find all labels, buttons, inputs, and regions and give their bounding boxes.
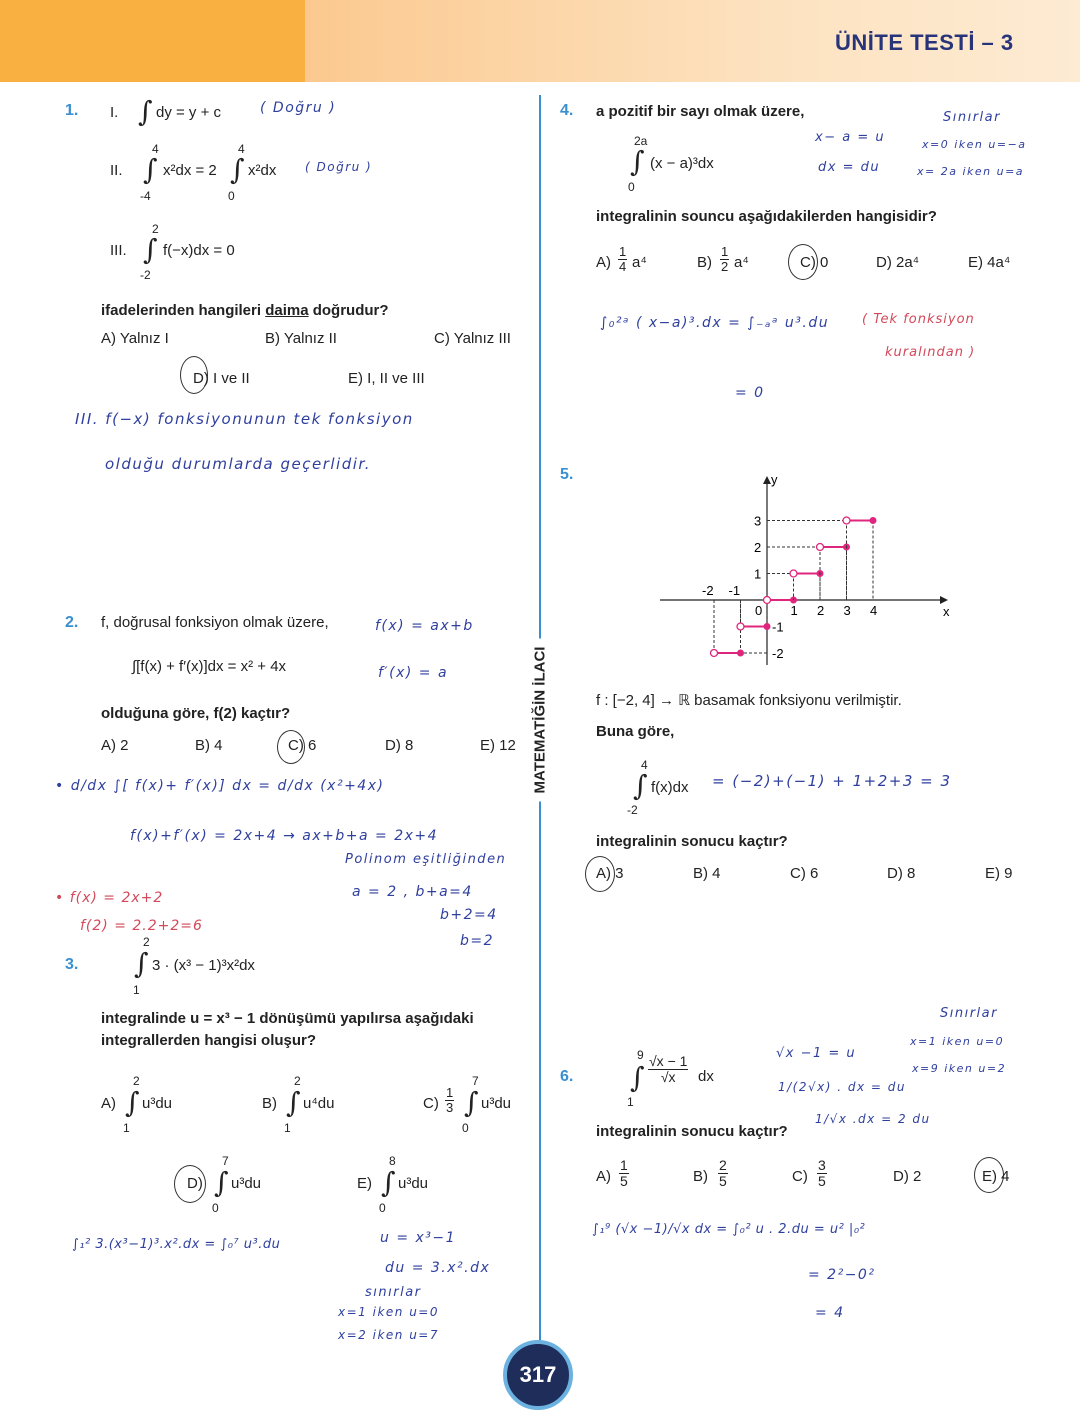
upper-limit: 4	[238, 142, 245, 156]
lower-limit: -4	[140, 189, 151, 203]
handwritten-note: III. f(−x) fonksiyonunun tek fonksiyon	[75, 410, 414, 428]
lower-limit: -2	[627, 803, 638, 817]
handwritten-note: = 0	[735, 385, 765, 401]
option-c[interactable]: C) Yalnız III	[434, 330, 511, 347]
y-tick-label: -1	[772, 619, 784, 635]
handwritten-note: x=2 iken u=7	[338, 1328, 439, 1342]
fraction	[619, 1158, 629, 1190]
question-number: 4.	[560, 102, 574, 119]
numerator: 2	[719, 1157, 727, 1173]
option-label: D)	[187, 1175, 203, 1192]
denominator: 2	[721, 259, 729, 275]
expression: f(−x)dx = 0	[163, 242, 235, 259]
integral-sign: ∫	[286, 1086, 301, 1119]
option-expression: 2	[913, 1168, 922, 1185]
option-label: C)	[800, 254, 816, 271]
handwritten-note: x=0 iken u=−a	[922, 138, 1027, 151]
option-b[interactable]: B) 4	[195, 737, 223, 754]
option-b[interactable]: B) 4	[693, 865, 721, 882]
question-number: 6.	[560, 1068, 574, 1085]
option-d[interactable]	[893, 1168, 921, 1185]
y-tick-label: 1	[754, 566, 762, 582]
option-label: E)	[357, 1175, 372, 1192]
y-tick-label: -2	[772, 646, 784, 661]
lower-limit: -2	[140, 268, 151, 282]
open-endpoint	[790, 570, 797, 577]
option-expression: a⁴	[734, 254, 749, 271]
upper-limit: 2	[294, 1074, 301, 1088]
option-label: E)	[968, 254, 983, 271]
question-stem: a pozitif bir sayı olmak üzere,	[596, 103, 805, 120]
upper-limit: 2a	[634, 134, 648, 148]
fraction	[817, 1158, 827, 1190]
closed-endpoint	[870, 517, 877, 524]
option-label: A)	[596, 254, 611, 271]
upper-limit: 4	[641, 758, 648, 772]
handwritten-note: Sınırlar	[940, 1006, 998, 1021]
handwritten-note: x= 2a iken u=a	[917, 165, 1025, 178]
integral-sign: ∫	[125, 1086, 140, 1119]
x-tick-label: 1	[790, 603, 798, 618]
question-stem: integrallerden hangisi oluşur?	[101, 1032, 317, 1049]
option-d[interactable]: D) I ve II	[193, 370, 250, 387]
integral-sign: ∫	[630, 1061, 645, 1094]
page-title: ÜNİTE TESTİ – 3	[835, 30, 1014, 55]
question-number: 1.	[65, 102, 79, 119]
option-expression: 2a⁴	[896, 254, 920, 271]
y-axis-arrow	[763, 476, 771, 484]
item-label: I.	[110, 104, 119, 121]
expression: (x − a)³dx	[650, 155, 714, 172]
option-c[interactable]: C) 6	[790, 865, 819, 882]
option-expression: u³du	[142, 1095, 173, 1112]
open-endpoint	[843, 517, 850, 524]
question-stem	[101, 302, 389, 319]
option-label: D)	[893, 1168, 909, 1185]
fraction	[718, 1158, 728, 1190]
handwritten-note: 1/(2√x) . dx = du	[778, 1080, 906, 1094]
page-number: 317	[503, 1340, 573, 1410]
option-label: C)	[792, 1168, 808, 1185]
handwritten-note: x− a = u	[815, 130, 886, 145]
handwritten-note: f′(x) = a	[378, 665, 449, 681]
integral-sign: ∫	[630, 145, 645, 178]
upper-limit: 2	[133, 1074, 140, 1088]
integral-sign: ∫	[143, 153, 158, 186]
lower-limit: 0	[228, 189, 235, 203]
option-e[interactable]	[982, 1168, 1010, 1185]
lower-limit: 1	[284, 1121, 291, 1135]
upper-limit: 4	[152, 142, 159, 156]
denominator: √x	[660, 1069, 676, 1086]
option-label: A)	[596, 1168, 611, 1185]
expression: f(x)dx	[651, 779, 689, 796]
handwritten-note: • f(x) = 2x+2	[55, 890, 164, 906]
x-tick-label: 2	[817, 603, 825, 618]
upper-limit: 7	[222, 1154, 229, 1168]
x-axis-arrow	[940, 596, 948, 604]
y-tick-label: 2	[754, 540, 762, 555]
lower-limit: 1	[627, 1095, 634, 1109]
option-expression: 0	[820, 254, 829, 271]
closed-endpoint	[764, 623, 771, 630]
open-endpoint	[711, 650, 718, 657]
option-e[interactable]: E) I, II ve III	[348, 370, 425, 387]
stem-text: ifadelerinden hangileri	[101, 302, 266, 319]
option-label: B)	[262, 1095, 277, 1112]
integral-sign: ∫	[214, 1166, 229, 1199]
handwritten-note: 1/√x .dx = 2 du	[815, 1112, 931, 1126]
handwritten-note: du = 3.x².dx	[385, 1260, 491, 1276]
handwritten-note: ∫₀²ᵃ ( x−a)³.dx = ∫₋ₐᵃ u³.du	[600, 315, 830, 331]
numerator: 1	[619, 244, 627, 259]
stem-underlined: daima	[265, 302, 309, 319]
option-b[interactable]: B) Yalnız II	[265, 330, 337, 347]
handwritten-note: u = x³−1	[380, 1230, 457, 1246]
fraction	[618, 245, 627, 275]
option-a[interactable]: A) Yalnız I	[101, 330, 169, 347]
upper-limit: 2	[143, 935, 150, 949]
question-stem: Buna göre,	[596, 723, 675, 740]
numerator: 1	[446, 1085, 454, 1100]
question-number: 3.	[65, 956, 79, 973]
fraction	[720, 245, 729, 275]
option-expression: 4a⁴	[987, 254, 1011, 271]
side-brand-text: MATEMATİĞİN İLACI	[528, 639, 553, 802]
question-number: 2.	[65, 614, 79, 631]
handwritten-note: f(x) = ax+b	[375, 618, 474, 634]
handwritten-note: kuralından )	[885, 345, 976, 360]
open-endpoint	[764, 597, 771, 604]
question-stem: f, doğrusal fonksiyon olmak üzere,	[101, 614, 329, 631]
option-a[interactable]: A) 2	[101, 737, 129, 754]
item-label: III.	[110, 242, 127, 259]
lower-limit: 1	[133, 983, 140, 997]
option-expression: u³du	[231, 1175, 262, 1192]
handwritten-note: • d/dx ∫[ f(x)+ f′(x)] dx = d/dx (x²+4x)	[55, 778, 385, 794]
handwritten-note: sınırlar	[365, 1285, 422, 1300]
header-orange-block	[0, 0, 305, 82]
handwritten-note: dx = du	[818, 160, 881, 175]
denominator: 5	[620, 1173, 628, 1190]
handwritten-note: ( Doğru )	[305, 160, 373, 174]
option-label: B)	[693, 1168, 708, 1185]
question-stem: integralinin sonucu kaçtır?	[596, 833, 788, 850]
x-tick-label: -1	[728, 583, 741, 598]
handwritten-note: ∫₁⁹ (√x −1)/√x dx = ∫₀² u . 2.du = u² |₀²	[592, 1222, 866, 1237]
option-c[interactable]: C) 6	[288, 737, 317, 754]
question-stem: olduğuna göre, f(2) kaçtır?	[101, 705, 291, 722]
option-e[interactable]: E) 9	[985, 865, 1013, 882]
expression: 3 · (x³ − 1)³x²dx	[152, 957, 255, 974]
denominator: 5	[818, 1173, 826, 1190]
expression: x²dx	[248, 162, 277, 179]
lower-limit: 0	[379, 1201, 386, 1215]
question-stem: integralinin souncu aşağıdakilerden hangisidir?	[596, 208, 937, 225]
handwritten-note: olduğu durumlarda geçerlidir.	[105, 455, 371, 473]
handwritten-note: b+2=4	[440, 907, 498, 923]
option-label: E)	[982, 1168, 997, 1185]
denominator: 3	[446, 1100, 454, 1116]
option-expression: u⁴du	[303, 1095, 335, 1112]
option-expression: u³du	[398, 1175, 429, 1192]
expression: dy = y + c	[156, 104, 222, 121]
handwritten-note: f(2) = 2.2+2=6	[80, 918, 203, 934]
integral-sign: ∫	[633, 769, 648, 802]
numerator: 1	[721, 244, 729, 259]
handwritten-note: Polinom eşitliğinden	[345, 852, 507, 867]
handwritten-note: b=2	[460, 933, 495, 949]
numerator: 1	[620, 1157, 628, 1173]
integral-sign: ∫	[143, 233, 158, 266]
option-d[interactable]: D) 8	[385, 737, 414, 754]
dx: dx	[698, 1068, 714, 1085]
option-expression: 4	[1001, 1168, 1010, 1185]
y-tick-label: 3	[754, 513, 762, 529]
option-expression: a⁴	[632, 254, 647, 271]
option-c[interactable]	[800, 254, 828, 271]
expression: x²dx = 2	[163, 162, 217, 179]
question-stem: integralinde u = x³ − 1 dönüşümü yapılırsa aşağıdaki	[101, 1010, 474, 1027]
handwritten-note: = 2²−0²	[808, 1267, 876, 1283]
x-tick-label: 4	[870, 603, 878, 618]
item-label: II.	[110, 162, 123, 179]
question-stem: f : [−2, 4] → ℝ basamak fonksiyonu verilmiştir.	[596, 692, 902, 709]
upper-limit: 9	[637, 1048, 644, 1062]
handwritten-note: = (−2)+(−1) + 1+2+3 = 3	[712, 772, 952, 790]
handwritten-note: ( Tek fonksiyon	[862, 312, 975, 327]
numerator: 3	[818, 1157, 826, 1173]
lower-limit: 0	[212, 1201, 219, 1215]
lower-limit: 0	[462, 1121, 469, 1135]
closed-endpoint	[737, 650, 744, 657]
handwritten-note: ∫₁² 3.(x³−1)³.x².dx = ∫₀⁷ u³.du	[72, 1237, 281, 1252]
option-label: C)	[423, 1095, 439, 1112]
option-d[interactable]	[876, 254, 919, 271]
open-endpoint	[737, 623, 744, 630]
handwritten-note: ( Doğru )	[260, 100, 337, 116]
option-label: D)	[876, 254, 892, 271]
handwritten-note: x=9 iken u=2	[912, 1062, 1007, 1075]
handwritten-note: = 4	[815, 1305, 845, 1321]
option-expression: u³du	[481, 1095, 512, 1112]
denominator: 5	[719, 1173, 727, 1190]
x-tick-label: 3	[843, 603, 851, 618]
handwritten-note: √x −1 = u	[776, 1046, 857, 1061]
x-axis-label: x	[943, 604, 950, 619]
handwritten-note: Sınırlar	[943, 110, 1001, 125]
open-endpoint	[817, 544, 824, 551]
handwritten-note: x=1 iken u=0	[338, 1305, 439, 1319]
step-function-graph	[640, 470, 960, 670]
option-label: A)	[101, 1095, 116, 1112]
upper-limit: 8	[389, 1154, 396, 1168]
lower-limit: 0	[628, 180, 635, 194]
integral-sign: ∫	[381, 1166, 396, 1199]
upper-limit: 7	[472, 1074, 479, 1088]
expression: ∫[f(x) + f′(x)]dx = x² + 4x	[132, 658, 287, 675]
option-d[interactable]: D) 8	[887, 865, 916, 882]
handwritten-note: f(x)+f′(x) = 2x+4 → ax+b+a = 2x+4	[130, 828, 439, 844]
option-e[interactable]: E) 12	[480, 737, 516, 754]
integral-sign: ∫	[230, 153, 245, 186]
handwritten-note: x=1 iken u=0	[910, 1035, 1005, 1048]
y-axis-label: y	[771, 472, 778, 487]
handwritten-note: a = 2 , b+a=4	[352, 884, 473, 900]
fraction	[445, 1086, 454, 1116]
upper-limit: 2	[152, 222, 159, 236]
integral-sign: ∫	[464, 1086, 479, 1119]
option-label: B)	[697, 254, 712, 271]
x-tick-label: -2	[702, 583, 714, 598]
x-tick-label: 0	[755, 603, 763, 618]
option-e[interactable]	[968, 254, 1010, 271]
denominator: 4	[619, 259, 627, 275]
integral-sign: ∫	[138, 95, 153, 128]
stem-text: doğrudur?	[308, 302, 389, 319]
option-a[interactable]: A) 3	[596, 865, 624, 882]
numerator: √x − 1	[649, 1053, 688, 1069]
integral-sign: ∫	[134, 947, 149, 980]
question-stem: integralinin sonucu kaçtır?	[596, 1123, 788, 1140]
lower-limit: 1	[123, 1121, 130, 1135]
question-number: 5.	[560, 466, 574, 483]
fraction	[648, 1054, 688, 1086]
